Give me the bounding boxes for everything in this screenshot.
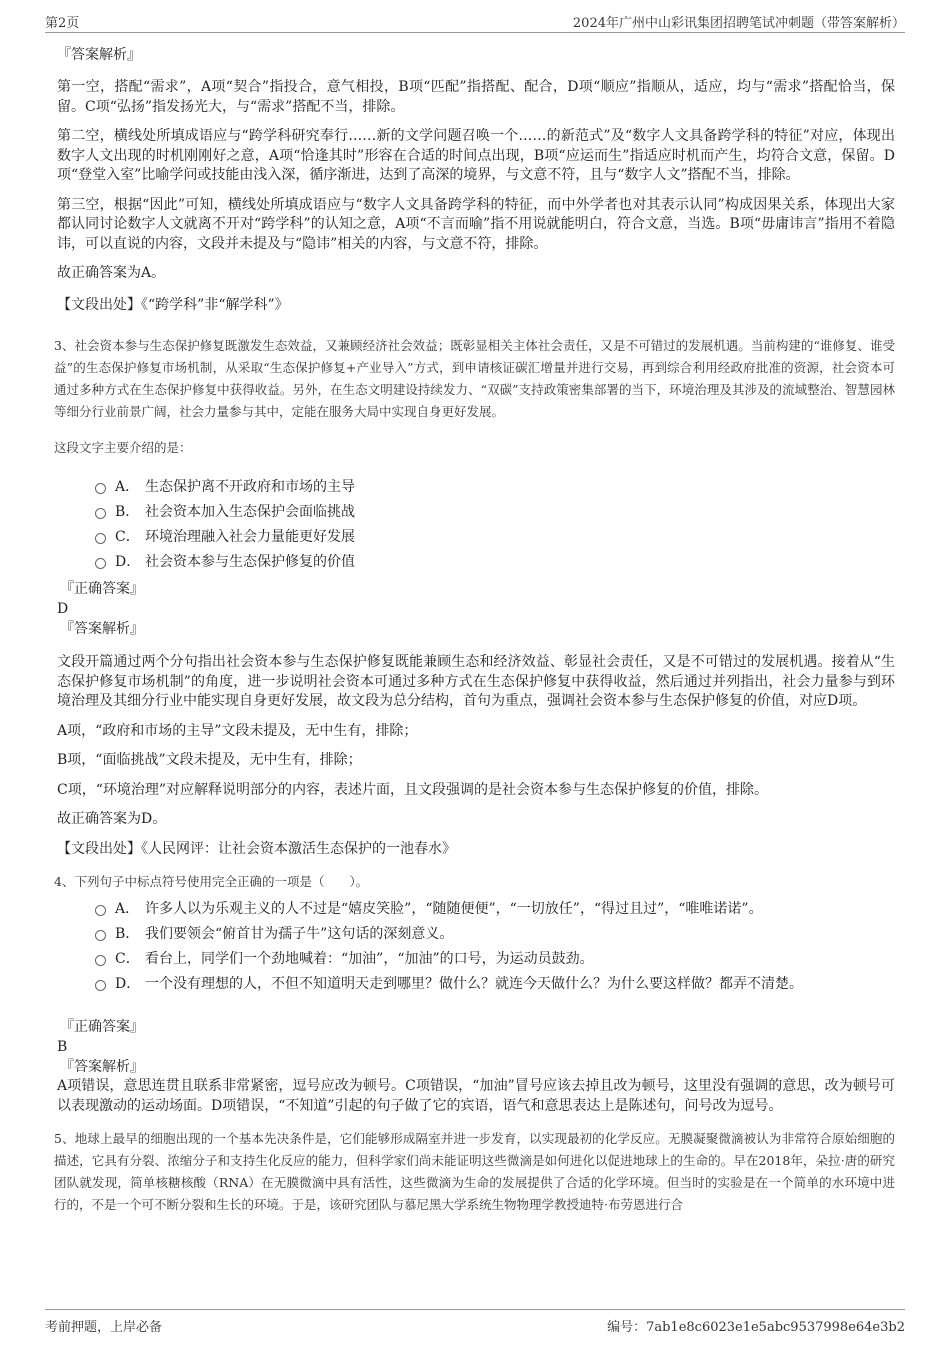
page-footer: [45, 1309, 905, 1334]
radio-icon[interactable]: [95, 483, 106, 494]
page-content: [54, 45, 895, 1216]
radio-icon[interactable]: [95, 508, 106, 519]
option-c[interactable]: C． 看台上，同学们一个劲地喊着：“加油”，“加油”的口号，为运动员鼓劲。: [95, 945, 895, 970]
analysis-paragraph: 第三空，根据“因此”可知，横线处所填成语应与“数字人文具备跨学科的特征，而中外学者也对其表示认同”构成因果关系，体现出大家都认同讨论数字人文就离不开对“跨学科”的认知之意，A项“不言而喻”指不用说就能明白，符合文意，当选。B项“毋庸讳言”指用不着隐讳，可以直说的内容，文段并未提及与“隐讳”相关的内容，与文意不符，排除。: [57, 196, 895, 252]
radio-icon[interactable]: [95, 980, 106, 991]
question-3: [54, 335, 895, 859]
question-5: [54, 1128, 895, 1216]
correct-answer-label: 『正确答案』: [60, 581, 144, 597]
radio-icon[interactable]: [95, 930, 106, 941]
radio-icon[interactable]: [95, 558, 106, 569]
option-a[interactable]: A． 生态保护离不开政府和市场的主导: [95, 473, 895, 498]
question-stem: 4、下列句子中标点符号使用完全正确的一项是（ ）。: [54, 874, 369, 889]
analysis-paragraph: 文段开篇通过两个分句指出社会资本参与生态保护修复既能兼顾生态和经济效益、彰显社会责任，又是不可错过的发展机遇。接着从“生态保护修复市场机制”的角度，进一步说明社会资本可通过多种方式在生态保护修复中获得收益，然后通过并列指出，社会力量参与到环境治理及其细分行业中能实现自身更好发展，故文段为总分结构，首句为重点，强调社会资本参与生态保护修复的价值，对应D项。: [57, 654, 895, 709]
option-list: [95, 895, 895, 995]
option-c[interactable]: C． 环境治理融入社会力量能更好发展: [95, 523, 895, 548]
radio-icon[interactable]: [95, 905, 106, 916]
page-header: [45, 12, 905, 33]
analysis-label: 『答案解析』: [60, 1059, 144, 1075]
question-prompt: 这段文字主要介绍的是：: [54, 440, 192, 455]
question-4: [54, 871, 895, 1116]
page-number: 第2页: [45, 16, 80, 31]
radio-icon[interactable]: [95, 533, 106, 544]
correct-answer-label: 『正确答案』: [60, 1019, 144, 1035]
analysis-label: 『答案解析』: [57, 47, 141, 63]
analysis-paragraph: 第二空，横线处所填成语应与“跨学科研究奉行……新的文学问题召唤一个……的新范式”及“数字人文具备跨学科的特征”对应，体现出数字人文出现的时机刚刚好之意，A项“恰逢其时”形容在合适的时间点出现，B项“应运而生”指适应时机而产生，均符合文意，保留。D项“登堂入室”比喻学问或技能由浅入深，循序渐进，达到了高深的境界，与文意不符，且与“数字人文”搭配不当，排除。: [57, 128, 895, 183]
option-list: [95, 473, 895, 573]
analysis-paragraph: A项错误，意思连贯且联系非常紧密，逗号应改为顿号。C项错误，“加油”冒号应该去掉且改为顿号，这里没有强调的意思，改为顿号可以表现激动的运动场面。D项错误，“不知道”引起的句子做了它的宾语，语气和意思表达上是陈述句，问号改为逗号。: [57, 1078, 895, 1114]
option-b[interactable]: B． 社会资本加入生态保护会面临挑战: [95, 498, 895, 523]
final-answer: 故正确答案为D。: [57, 811, 167, 827]
footer-slogan: 考前押题，上岸必备: [45, 1320, 163, 1335]
option-d[interactable]: D． 一个没有理想的人，不但不知道明天走到哪里？做什么？就连今天做什么？为什么要这样做？都弄不清楚。: [95, 970, 895, 995]
final-answer: 故正确答案为A。: [57, 265, 166, 281]
question-2-analysis: [57, 45, 895, 315]
analysis-label: 『答案解析』: [60, 621, 144, 637]
analysis-paragraph: A项，“政府和市场的主导”文段未提及，无中生有，排除；: [57, 722, 418, 739]
document-code: 编号：7ab1e8c6023e1e5abc9537998e64e3b2: [607, 1320, 905, 1335]
question-stem: 5、地球上最早的细胞出现的一个基本先决条件是，它们能够形成隔室并进一步发育，以实现最初的化学反应。无膜凝聚微滴被认为非常符合原始细胞的描述，它具有分裂、浓缩分子和支持生化反应的能力，但科学家们尚未能证明这些微滴是如何进化以促进地球上的生命的。早在2018年，朵拉·唐的研究团队就发现，简单核糖核酸（RNA）在无膜微滴中具有活性，这些微滴为生命的发展提供了合适的化学环境。但当时的实验是在一个简单的水环境中进行的，不是一个可不断分裂和生长的环境。于是，该研究团队与慕尼黑大学系统生物物理学教授迪特·布劳恩进行合: [54, 1131, 895, 1212]
analysis-paragraph: B项，“面临挑战”文段未提及，无中生有，排除；: [57, 752, 362, 768]
document-title: 2024年广州中山彩讯集团招聘笔试冲刺题（带答案解析）: [572, 16, 905, 31]
analysis-paragraph: 第一空，搭配“需求”，A项“契合”指投合，意气相投，B项“匹配”指搭配、配合，D项“顺应”指顺从，适应，均与“需求”搭配恰当，保留。C项“弘扬”指发扬光大，与“需求”搭配不当，排除。: [57, 79, 895, 115]
option-b[interactable]: B． 我们要领会“俯首甘为孺子牛”这句话的深刻意义。: [95, 920, 895, 945]
correct-answer-value: D: [57, 601, 69, 617]
source-note: 【文段出处】《“跨学科”非“解学科”》: [57, 296, 289, 313]
radio-icon[interactable]: [95, 955, 106, 966]
question-stem: 3、社会资本参与生态保护修复既激发生态效益，又兼顾经济社会效益；既彰显相关主体社会责任，又是不可错过的发展机遇。当前构建的“谁修复、谁受益”的生态保护修复市场机制，从采取“生态保护修复+产业导入”方式，到申请核证碳汇增量并进行交易，再到综合利用经政府批准的资源，社会资本可通过多种方式在生态保护修复中获得收益。另外，在生态文明建设持续发力、“双碳”支持政策密集部署的当下，环境治理及其涉及的流域整治、智慧园林等细分行业前景广阔，社会力量参与其中，定能在服务大局中实现自身更好发展。: [54, 338, 895, 419]
option-d[interactable]: D． 社会资本参与生态保护修复的价值: [95, 548, 895, 573]
source-note: 【文段出处】《人民网评：让社会资本激活生态保护的一池春水》: [57, 840, 456, 857]
analysis-paragraph: C项，“环境治理”对应解释说明部分的内容，表述片面，且文段强调的是社会资本参与生态保护修复的价值，排除。: [57, 781, 769, 798]
correct-answer-value: B: [57, 1039, 68, 1055]
option-a[interactable]: A． 许多人以为乐观主义的人不过是“嬉皮笑脸”，“随随便便”，“一切放任”，“得过且过”，“唯唯诺诺”。: [95, 895, 895, 920]
